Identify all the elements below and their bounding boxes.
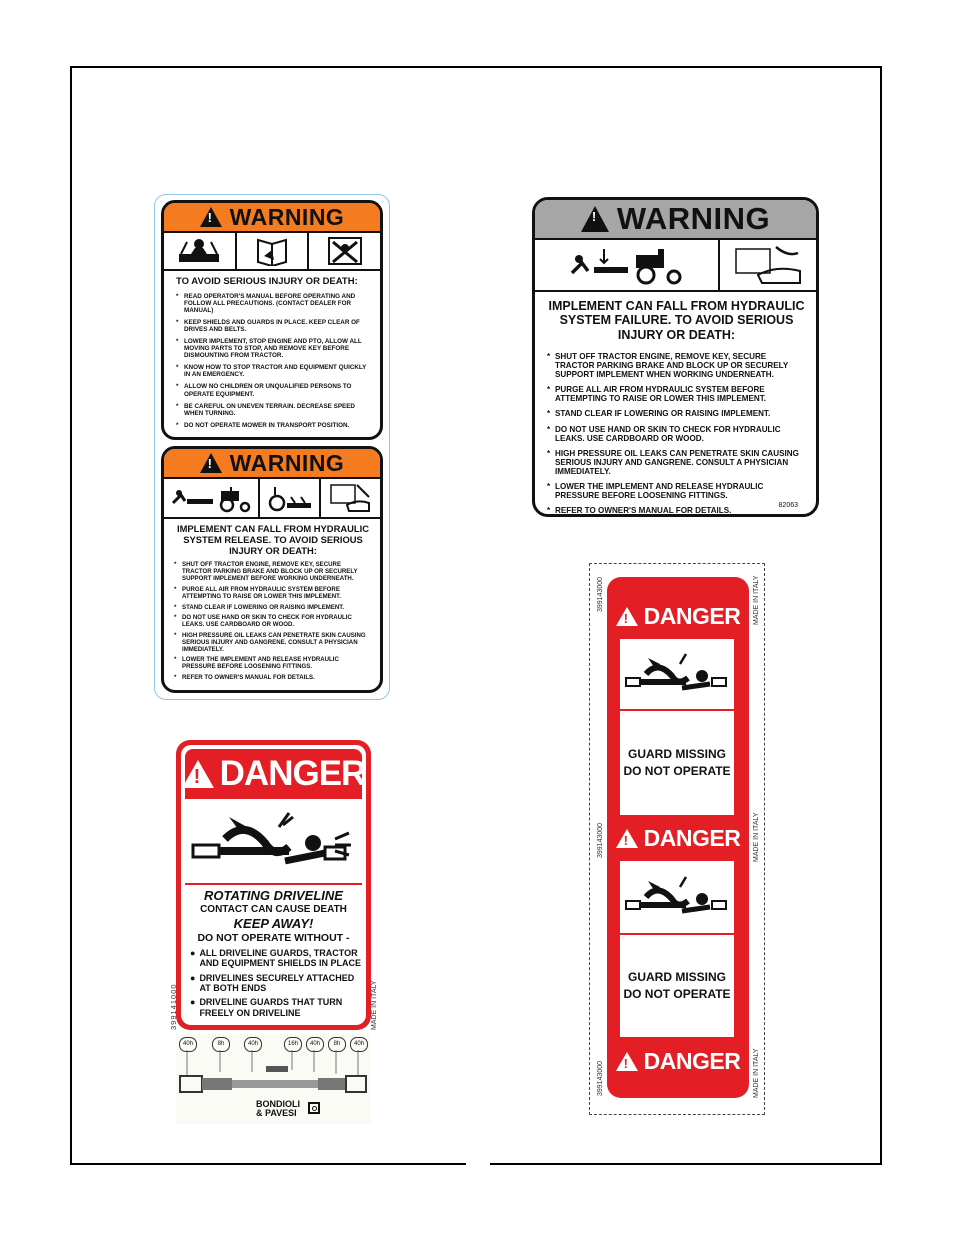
brand-line-2: & PAVESI (256, 1108, 297, 1118)
footer-rule-right (490, 1163, 882, 1165)
warning-item: * REFER TO OWNER'S MANUAL FOR DETAILS. (174, 675, 372, 682)
side-part-number: 399141000 (169, 983, 178, 1030)
warning-triangle-icon (200, 453, 222, 473)
warning-item: * READ OPERATOR'S MANUAL BEFORE OPERATING AND FOLLOW ALL PRECAUTIONS. (CONTACT DEALER FOR MANUAL) (176, 293, 372, 314)
danger-header (607, 599, 749, 633)
warning-triangle-icon (200, 207, 222, 227)
danger-red-panel (176, 740, 371, 1030)
warning-header (164, 449, 380, 479)
pictogram-row (164, 233, 380, 271)
brand-line-1: BONDIOLI (256, 1099, 300, 1109)
danger-line-3: KEEP AWAY! (233, 916, 314, 931)
danger-header-text: DANGER (219, 754, 366, 793)
warning-item: * LOWER IMPLEMENT, STOP ENGINE AND PTO, ALLOW ALL MOVING PARTS TO STOP, AND REMOVE KEY BEFORE DISMOUNTING FROM TRACTOR. (176, 338, 372, 359)
danger-header-text: DANGER (643, 602, 741, 629)
side-made-in: MADE IN ITALY (371, 980, 378, 1030)
side-made-in: MADE IN ITALY (753, 812, 760, 862)
danger-bullet-list: ● ALL DRIVELINE GUARDS, TRACTOR AND EQUIPMENT SHIELDS IN PLACE ● DRIVELINES SECURELY ATTACHED AT BOTH ENDS ● DRIVELINE GUARDS THAT TURN FREELY ON DRIVELINE (190, 948, 361, 1018)
warning-item: * KNOW HOW TO STOP TRACTOR AND EQUIPMENT QUICKLY IN AN EMERGENCY. (176, 364, 372, 378)
interval-label: 40h (244, 1037, 262, 1052)
warning-item: * LOWER THE IMPLEMENT AND RELEASE HYDRAULIC PRESSURE BEFORE LOOSENING FITTINGS. (547, 482, 806, 500)
warning-item: * STAND CLEAR IF LOWERING OR RAISING IMPLEMENT. (547, 409, 806, 418)
footer-rule-left (70, 1163, 466, 1165)
interval-label: 40h (350, 1037, 368, 1052)
danger-decal-guard-missing (607, 577, 749, 1098)
warning-item: * HIGH PRESSURE OIL LEAKS CAN PENETRATE SKIN CAUSING SERIOUS INJURY AND GANGRENE. CONSULT A PHYSICIAN IMMEDIATELY. (174, 633, 372, 653)
warning-item: * ALLOW NO CHILDREN OR UNQUALIFIED PERSONS TO OPERATE EQUIPMENT. (176, 383, 372, 397)
danger-triangle-icon: ! (616, 1052, 638, 1071)
warning-decal-hydraulic-failure (532, 197, 819, 517)
danger-bullet: ALL DRIVELINE GUARDS, TRACTOR AND EQUIPMENT SHIELDS IN PLACE (199, 948, 361, 969)
interval-label: 8h (328, 1037, 346, 1052)
side-made-in: MADE IN ITALY (753, 1048, 760, 1098)
warning-item: * DO NOT OPERATE MOWER IN TRANSPORT POSITION. (176, 422, 372, 429)
warning-header-text: WARNING (229, 203, 345, 230)
interval-label: 16h (284, 1037, 302, 1052)
driveline-entanglement-icon (185, 799, 362, 883)
guard-missing-box (620, 711, 734, 815)
lowered-implement-icon (260, 479, 321, 517)
warning-item: * STAND CLEAR IF LOWERING OR RAISING IMPLEMENT. (174, 605, 372, 612)
warning-header (535, 200, 816, 240)
guard-missing-text: GUARD MISSING (627, 969, 726, 984)
danger-triangle-icon: ! (182, 760, 214, 788)
warning-item: * DO NOT USE HAND OR SKIN TO CHECK FOR HYDRAULIC LEAKS. USE CARDBOARD OR WOOD. (547, 425, 806, 443)
warning-list (174, 562, 372, 681)
warning-header-text: WARNING (616, 201, 771, 236)
warning-item: * KEEP SHIELDS AND GUARDS IN PLACE. KEEP CLEAR OF DRIVES AND BELTS. (176, 319, 372, 333)
brand-name (256, 1100, 300, 1118)
crush-tractor-icon (164, 479, 260, 517)
part-number: 82063 (778, 502, 798, 509)
warning-list (176, 293, 372, 429)
lubrication-diagram (176, 1034, 371, 1124)
guard-missing-text: GUARD MISSING (627, 746, 726, 761)
side-part-number: 399143000 (597, 822, 604, 858)
driveline-entanglement-icon (620, 861, 734, 933)
pictogram-row (535, 240, 816, 292)
warning-subtitle: TO AVOID SERIOUS INJURY OR DEATH: (176, 276, 358, 287)
warning-item: * SHUT OFF TRACTOR ENGINE, REMOVE KEY, SECURE TRACTOR PARKING BRAKE AND BLOCK UP OR SECURELY SUPPORT IMPLEMENT BEFORE WORKING UNDERNEATH. (174, 562, 372, 582)
danger-triangle-icon: ! (616, 829, 638, 848)
danger-header (185, 749, 366, 799)
warning-item: * DO NOT USE HAND OR SKIN TO CHECK FOR HYDRAULIC LEAKS. USE CARDBOARD OR WOOD. (174, 615, 372, 629)
danger-header-text: DANGER (643, 1047, 741, 1074)
warning-item: * PURGE ALL AIR FROM HYDRAULIC SYSTEM BEFORE ATTEMPTING TO RAISE OR LOWER THIS IMPLEMENT. (547, 385, 806, 403)
danger-bullet: DRIVELINES SECURELY ATTACHED AT BOTH ENDS (199, 972, 355, 994)
warning-decal-general (161, 200, 383, 440)
operator-seat-icon (164, 233, 237, 269)
hand-leak-icon (321, 479, 380, 517)
warning-item: * HIGH PRESSURE OIL LEAKS CAN PENETRATE SKIN CAUSING SERIOUS INJURY AND GANGRENE. CONSULT A PHYSICIAN IMMEDIATELY. (547, 449, 806, 476)
warning-item: * LOWER THE IMPLEMENT AND RELEASE HYDRAULIC PRESSURE BEFORE LOOSENING FITTINGS. (174, 657, 372, 671)
driveline-entanglement-icon (620, 639, 734, 709)
driveline-shaft-icon (176, 1050, 371, 1100)
interval-label: 40h (179, 1037, 197, 1052)
warning-list (547, 352, 806, 515)
warning-triangle-icon (581, 206, 609, 232)
side-part-number: 399143000 (597, 576, 604, 612)
danger-line-4: DO NOT OPERATE WITHOUT - (197, 932, 350, 944)
danger-header-text: DANGER (643, 824, 741, 851)
side-part-number: 399143000 (597, 1060, 604, 1096)
danger-decal-driveline (168, 740, 379, 1124)
warning-item: * PURGE ALL AIR FROM HYDRAULIC SYSTEM BEFORE ATTEMPTING TO RAISE OR LOWER THIS IMPLEMENT. (174, 587, 372, 601)
manual-book-icon (237, 233, 310, 269)
hand-leak-icon (720, 240, 816, 290)
pictogram-row (164, 479, 380, 519)
warning-item: * BE CAREFUL ON UNEVEN TERRAIN. DECREASE SPEED WHEN TURNING. (176, 403, 372, 417)
do-not-operate-text: DO NOT OPERATE (623, 764, 731, 778)
interval-label: 8h (212, 1037, 230, 1052)
guard-missing-box (620, 935, 734, 1037)
warning-title: IMPLEMENT CAN FALL FROM HYDRAULIC SYSTEM RELEASE. TO AVOID SERIOUS INJURY OR DEATH: (176, 523, 369, 556)
danger-header (607, 821, 749, 855)
warning-header-text: WARNING (229, 449, 345, 476)
side-made-in: MADE IN ITALY (753, 575, 760, 625)
tools-icon (309, 233, 380, 269)
danger-line-1: ROTATING DRIVELINE (204, 888, 343, 903)
danger-line-2: CONTACT CAN CAUSE DEATH (200, 904, 347, 915)
do-not-operate-text: DO NOT OPERATE (623, 987, 731, 1001)
warning-decal-hydraulic-release (161, 446, 383, 693)
warning-item: * REFER TO OWNER'S MANUAL FOR DETAILS. (547, 506, 806, 515)
danger-header (607, 1044, 749, 1078)
interval-label: 40h (306, 1037, 324, 1052)
brand-logo-icon (308, 1102, 320, 1114)
danger-triangle-icon: ! (616, 607, 638, 626)
crush-tractor-icon (535, 240, 720, 290)
warning-item: * SHUT OFF TRACTOR ENGINE, REMOVE KEY, SECURE TRACTOR PARKING BRAKE AND BLOCK UP OR SECURELY SUPPORT IMPLEMENT WHEN WORKING UNDERNEATH. (547, 352, 806, 379)
warning-title: IMPLEMENT CAN FALL FROM HYDRAULIC SYSTEM FAILURE. TO AVOID SERIOUS INJURY OR DEATH: (548, 299, 805, 342)
danger-bullet: DRIVELINE GUARDS THAT TURN FREELY ON DRIVELINE (199, 997, 343, 1018)
warning-header (164, 203, 380, 233)
